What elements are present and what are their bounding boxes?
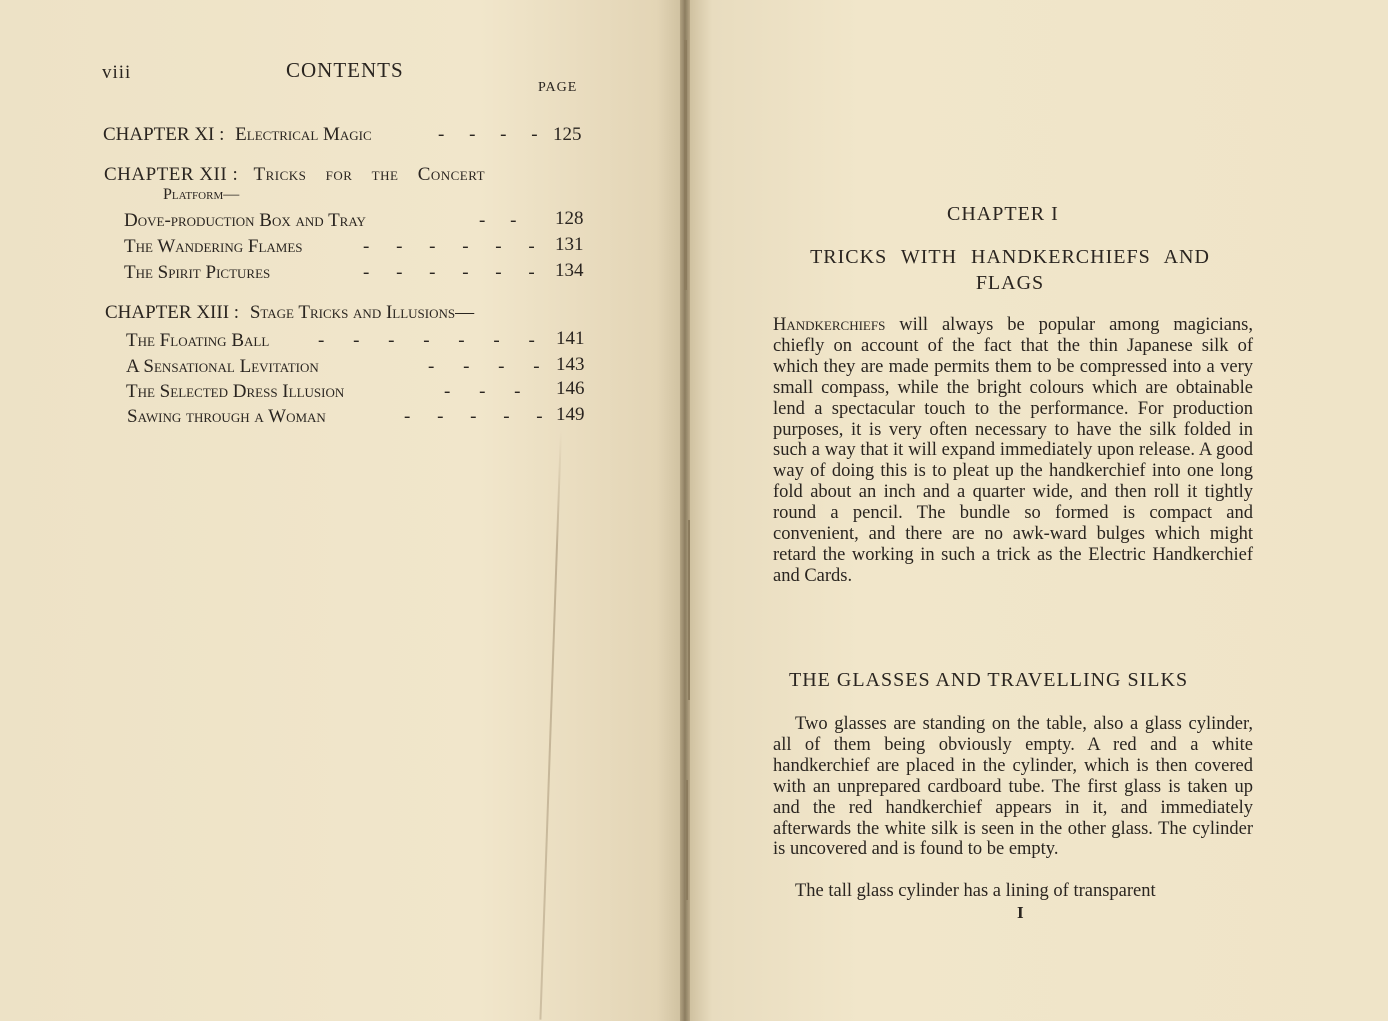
toc-entry-floating-ball: The Floating Ball: [126, 330, 270, 351]
toc-chapter-label: CHAPTER XII :: [104, 164, 239, 185]
toc-entry-spirit-pictures: The Spirit Pictures: [124, 262, 271, 283]
toc-entry-chapter-xii: [104, 164, 485, 186]
section-paragraph-1: Two glasses are standing on the table, also a glass cylinder, all of them being obviously empty. A red and a white handkerchief are placed in the cylinder, which is then covered with an unprepared cardboard tube. The first glass is taken up and the red handkerchief appears in it, and immediately afterwards the white silk is seen in the other glass. The cylinder is uncovered and is found to be empty.: [773, 714, 1253, 860]
toc-page-number: 134: [555, 260, 584, 281]
toc-dashes: - - - -: [438, 124, 548, 145]
intro-body: will always be popular among magicians, chiefly on account of the fact that the thin Japanese silk of which they are made permits them to be compressed into a very small compass, while the bright colours which are obtainable lend a spectacular touch to the performance. For production purposes, it is very often necessary to have the silk folded in such a way that it will expand immediately upon release. A good way of doing this is to pleat up the handkerchief into one long fold about an inch and a quarter wide, and then roll it tightly round a pencil. The bundle so formed is compact and convenient, and there are no awk-ward bulges which might retard the working in such a trick as the Electric Handkerchief and Cards.: [773, 315, 1253, 586]
toc-dashes-text: - - - - - -: [363, 262, 546, 283]
toc-dashes-text: - - - - - - -: [318, 330, 547, 351]
binding-thread-bottom: [686, 780, 688, 900]
toc-dashes-text: - - -: [444, 381, 533, 402]
page-column-label: PAGE: [538, 80, 578, 95]
intro-paragraph: [773, 315, 1253, 587]
toc-dashes: [479, 210, 526, 232]
toc-entry-title: Tricks for the Concert: [253, 164, 486, 185]
toc-entry-sawing-woman: Sawing through a Woman: [127, 406, 326, 427]
toc-dashes-text: - -: [479, 210, 527, 231]
chapter-title-line-1: TRICKS WITH HANDKERCHIEFS AND: [810, 246, 1210, 268]
binding-thread-top: [684, 40, 687, 290]
toc-chapter-label: CHAPTER XIII :: [105, 302, 240, 323]
toc-entry-title-continued: Platform—: [163, 186, 240, 203]
toc-entry-title: Electrical Magic: [235, 124, 372, 145]
toc-dashes: [404, 406, 554, 428]
toc-page-number: 128: [555, 208, 584, 229]
toc-page-number: 125: [553, 124, 582, 145]
toc-entry-wandering-flames: The Wandering Flames: [124, 236, 303, 257]
toc-dashes: [363, 236, 546, 258]
section-paragraph-2: The tall glass cylinder has a lining of transparent: [795, 881, 1156, 901]
toc-dashes: [444, 381, 532, 403]
intro-lead-word: Handkerchiefs: [773, 315, 886, 335]
toc-entry-chapter-xiii: [105, 302, 474, 324]
toc-page-number: 131: [555, 234, 584, 255]
toc-entry-dove-production: Dove-production Box and Tray: [124, 210, 366, 231]
page-folio-left: viii: [102, 62, 132, 83]
toc-entry-title: Stage Tricks and Illusions—: [249, 302, 475, 323]
chapter-number: CHAPTER I: [947, 203, 1059, 225]
toc-page-number: 141: [556, 328, 585, 349]
page-crease: [539, 430, 562, 1020]
toc-page-number: 143: [556, 354, 585, 375]
toc-page-number: 149: [556, 404, 585, 425]
toc-dashes-text: - - - - - -: [363, 236, 546, 257]
toc-dashes: [363, 262, 546, 284]
toc-page-number: 146: [556, 378, 585, 399]
section-title: THE GLASSES AND TRAVELLING SILKS: [789, 669, 1189, 691]
toc-chapter-label: CHAPTER XI :: [103, 124, 225, 145]
toc-dashes: [428, 356, 552, 378]
toc-entry-selected-dress: The Selected Dress Illusion: [126, 381, 345, 402]
toc-entry-chapter-xi: [103, 124, 372, 146]
binding-thread-middle: [688, 520, 690, 700]
left-page: [0, 0, 684, 1021]
chapter-title: [780, 244, 1240, 296]
page-folio-right: I: [1017, 903, 1024, 922]
chapter-title-line-2: FLAGS: [975, 272, 1045, 294]
toc-dashes-text: - - - - -: [404, 406, 554, 427]
toc-dashes: [318, 330, 547, 352]
toc-leader-dashes: [438, 124, 548, 146]
toc-entry-sensational-levitation: A Sensational Levitation: [126, 356, 319, 377]
toc-dashes-text: - - - -: [428, 356, 552, 377]
contents-heading: CONTENTS: [286, 58, 404, 82]
